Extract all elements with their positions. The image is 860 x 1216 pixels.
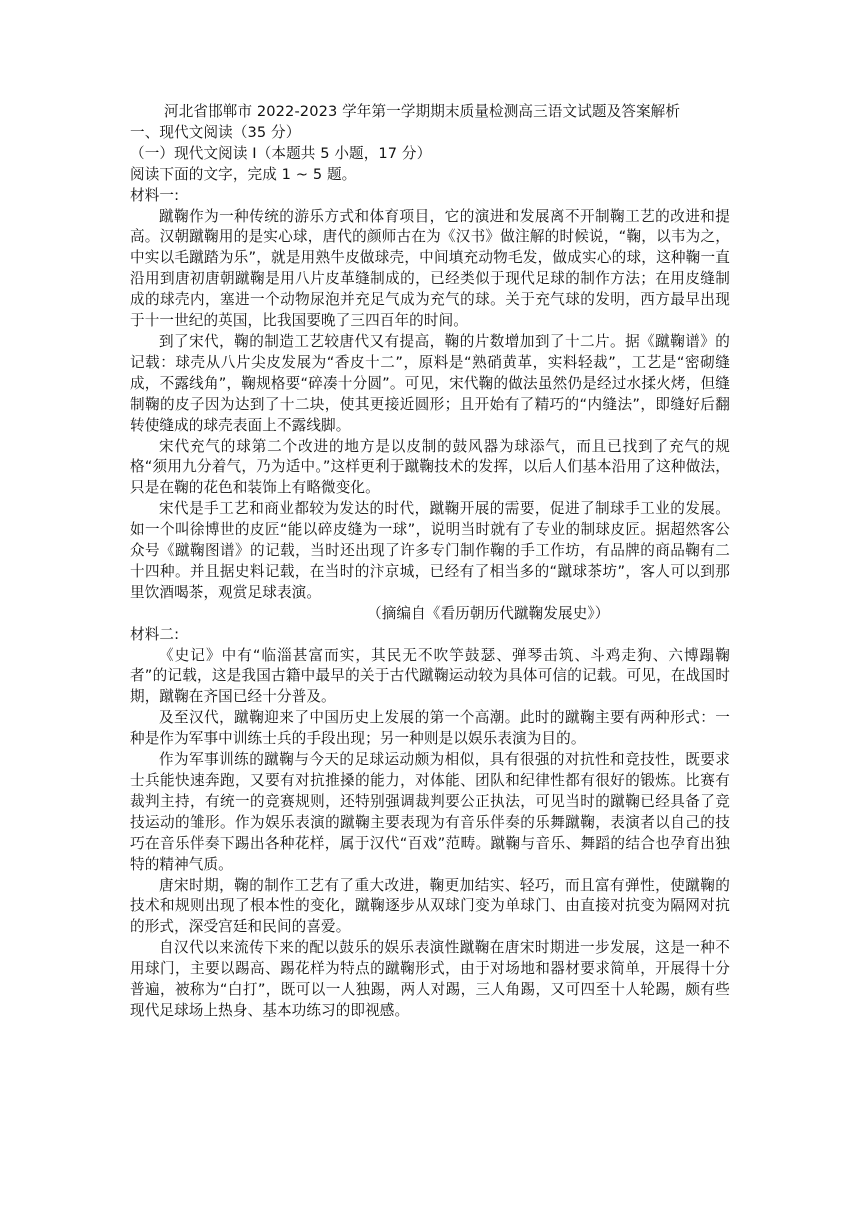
material-two-paragraph: 《史记》中有“临淄甚富而实，其民无不吹竽鼓瑟、弹琴击筑、斗鸡走狗、六博蹋鞠者”的记载，这是我国古籍中最早的关于古代蹴鞠运动较为具体可信的记载。可见，在战国时期，蹴鞠在齐国已经十分普及。: [130, 646, 730, 706]
reading-instruction: 阅读下面的文字，完成 1 ~ 5 题。: [130, 165, 357, 183]
material-two-paragraph: 唐宋时期，鞠的制作工艺有了重大改进，鞠更加结实、轻巧，而且富有弹性，使蹴鞠的技术和规则出现了根本性的变化，蹴鞠逐步从双球门变为单球门、由直接对抗变为隔网对抗的形式，深受宫廷和民间的喜爱。: [130, 876, 730, 936]
material-two-paragraph: 及至汉代，蹴鞠迎来了中国历史上发展的第一个高潮。此时的蹴鞠主要有两种形式：一种是作为军事中训练士兵的手段出现；另一种则是以娱乐表演为目的。: [130, 709, 730, 748]
material-one-paragraph: 蹴鞠作为一种传统的游乐方式和体育项目，它的演进和发展离不开制鞠工艺的改进和提高。汉朝蹴鞠用的是实心球，唐代的颜师古在为《汉书》做注解的时候说，“鞠，以韦为之，中实以毛蹴踏为乐”，就是用熟牛皮做球壳，中间填充动物毛发，做成实心的球，这种鞠一直沿用到唐初唐朝蹴鞠是用八片皮革缝制成的，已经类似于现代足球的制作方法；在用皮缝制成的球壳内，塞进一个动物尿泡并充足气成为充气的球。关于充气球的发明，西方最早出现于十一世纪的英国，比我国要晚了三四百年的时间。: [130, 207, 730, 330]
document-title: 河北省邯郸市 2022-2023 学年第一学期期末质量检测高三语文试题及答案解析: [164, 103, 681, 120]
material-one-paragraph: 宋代是手工艺和商业都较为发达的时代，蹴鞠开展的需要，促进了制球手工业的发展。如一个叫徐博世的皮匠“能以碎皮缝为一球”，说明当时就有了专业的制球皮匠。据超然客公众号《蹴鞠图谱》的记载，当时还出现了许多专门制作鞠的手工作坊，有品牌的商品鞠有二十四种。并且据史料记载，在当时的汴京城，已经有了相当多的“蹴球茶坊”，客人可以到那里饮酒喝茶，观赏足球表演。: [130, 500, 730, 601]
material-one-source: （摘编自《看历朝历代蹴鞠发展史》）: [367, 604, 610, 622]
section-heading: 一、现代文阅读（35 分）: [130, 123, 301, 141]
material-two-paragraph: 作为军事训练的蹴鞠与今天的足球运动颇为相似，具有很强的对抗性和竞技性，既要求士兵能快速奔跑，又要有对抗推搡的能力，对体能、团队和纪律性都有很好的锻炼。比赛有裁判主持，有统一的竞赛规则，还特别强调裁判要公正执法，可见当时的蹴鞠已经具备了竞技运动的雏形。作为娱乐表演的蹴鞠主要表现为有音乐伴奏的乐舞蹴鞠，表演者以自己的技巧在音乐伴奏下踢出各种花样，属于汉代“百戏”范畴。蹴鞠与音乐、舞蹈的结合也孕育出独特的精神气质。: [130, 751, 730, 873]
material-one-paragraph: 到了宋代，鞠的制造工艺较唐代又有提高，鞠的片数增加到了十二片。据《蹴鞠谱》的记载：球壳从八片尖皮发展为“香皮十二”，原料是“熟硝黄革，实料轻裁”，工艺是“密砌缝成，不露线角”，鞠规格要“碎凑十分圆”。可见，宋代鞠的做法虽然仍是经过水揉火烤，但缝制鞠的皮子因为达到了十二块，使其更接近圆形；且开始有了精巧的“内缝法”，即缝好后翻转使缝成的球壳表面上不露线脚。: [130, 332, 730, 434]
document-page: [130, 102, 730, 1022]
material-two-label: 材料二:: [130, 625, 180, 643]
material-one-label: 材料一:: [130, 186, 180, 204]
material-two-paragraph: 自汉代以来流传下来的配以鼓乐的娱乐表演性蹴鞠在唐宋时期进一步发展，这是一种不用球门，主要以踢高、踢花样为特点的蹴鞠形式，由于对场地和器材要求简单，开展得十分普遍，被称为“白打”，既可以一人独踢，两人对踢，三人角踢，又可四至十人轮踢，颇有些现代足球场上热身、基本功练习的即视感。: [130, 939, 730, 1019]
subsection-heading: （一）现代文阅读 I（本题共 5 小题，17 分）: [130, 144, 432, 162]
material-one-paragraph: 宋代充气的球第二个改进的地方是以皮制的鼓风器为球添气，而且已找到了充气的规格“须用九分着气，乃为适中。”这样更利于蹴鞠技术的发挥，以后人们基本沿用了这种做法，只是在鞠的花色和装饰上有略微变化。: [130, 437, 730, 497]
